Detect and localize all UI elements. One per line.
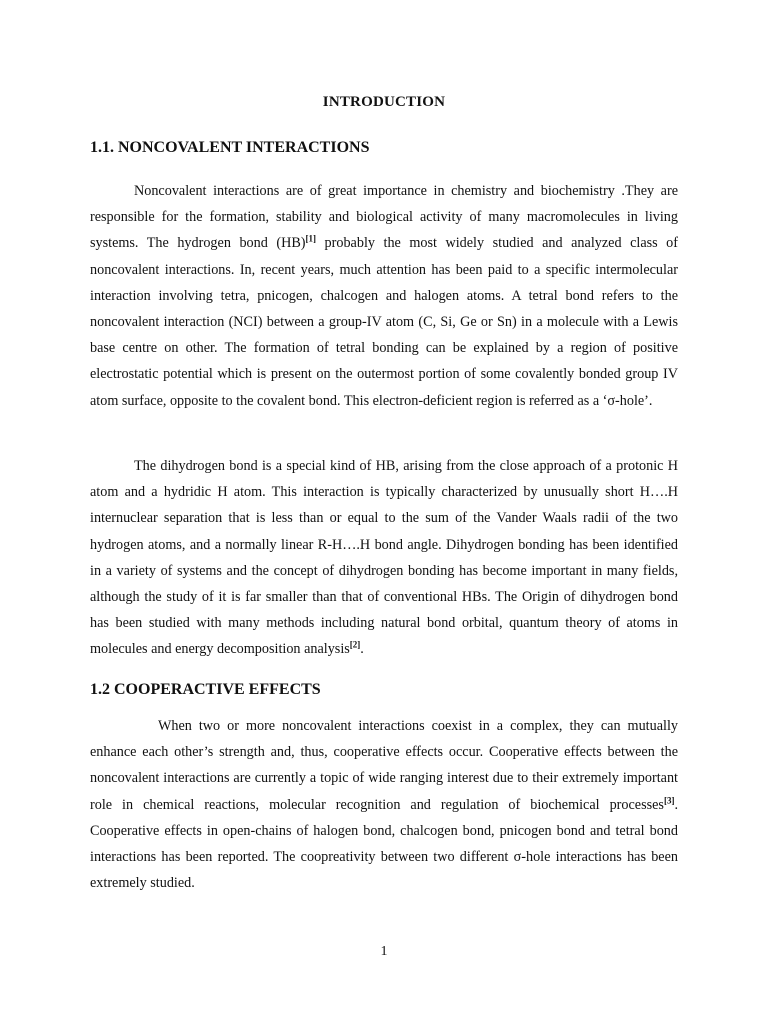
page-number: 1 xyxy=(380,944,388,959)
paragraph-text: probably the most widely studied and analyzed class of noncovalent interactions. In, recent years, much attention has been paid to a specific intermolecular interaction involving tetra, pnicogen, chalcogen and halogen atoms. A tetral bond refers to the noncovalent interaction (NCI) between a group-IV atom (C, Si, Ge or Sn) in a molecule with a Lewis base centre on other. The formation of tetral bonding can be explained by a region of positive electrostatic potential which is present on the outermost portion of some covalently bonded group IV atom surface, opposite to the covalent bond. This electron-deficient region is referred as a ‘σ-hole’. xyxy=(90,235,678,409)
page-title: INTRODUCTION xyxy=(322,94,446,110)
paragraph-text: The dihydrogen bond is a special kind of HB, arising from the close approach of a protonic H atom and a hydridic H atom. This interaction is typically characterized by unusually short H….H internuclear separation that is less than or equal to the sum of the Vander Waals radii of the two hydrogen atoms, and a normally linear R-H….H bond angle. Dihydrogen bonding has been identified in a variety of systems and the concept of dihydrogen bonding has become important in many fields, although the study of it is far smaller than that of conventional HBs. The Origin of dihydrogen bond has been studied with many methods including natural bond orbital, quantum theory of atoms in molecules and energy decomposition analysis xyxy=(90,458,678,658)
paragraph-text: Noncovalent interactions are of great importance in chemistry and biochemistry .They are responsible for the formation, stability and biological activity of many macromolecules in living systems. The hydrogen bond (HB) xyxy=(90,183,678,252)
section-heading-cooperative-effects: 1.2 COOPERACTIVE EFFECTS xyxy=(90,681,321,698)
paragraph-text: . xyxy=(360,641,364,658)
paragraph-dihydrogen-bond xyxy=(90,453,678,663)
citation-ref-1: [1] xyxy=(305,233,317,244)
paragraph-text: When two or more noncovalent interactions coexist in a complex, they can mutually enhance each other’s strength and, thus, cooperative effects occur. Cooperative effects between the noncovalent interactions are currently a topic of wide ranging interest due to their extremely important role in chemical reactions, molecular recognition and regulation of biochemical processes xyxy=(90,718,678,813)
paragraph-cooperative-effects xyxy=(90,713,678,896)
citation-ref-2: [2] xyxy=(349,639,361,650)
citation-ref-3: [3] xyxy=(663,794,675,805)
section-heading-noncovalent-interactions: 1.1. NONCOVALENT INTERACTIONS xyxy=(90,139,370,156)
paragraph-noncovalent-intro xyxy=(90,178,678,414)
paragraph-text: . Cooperative effects in open-chains of halogen bond, chalcogen bond, pnicogen bond and tetral bond interactions has been reported. The coopreativity between two different σ-hole interactions has been extremely studied. xyxy=(90,796,678,892)
